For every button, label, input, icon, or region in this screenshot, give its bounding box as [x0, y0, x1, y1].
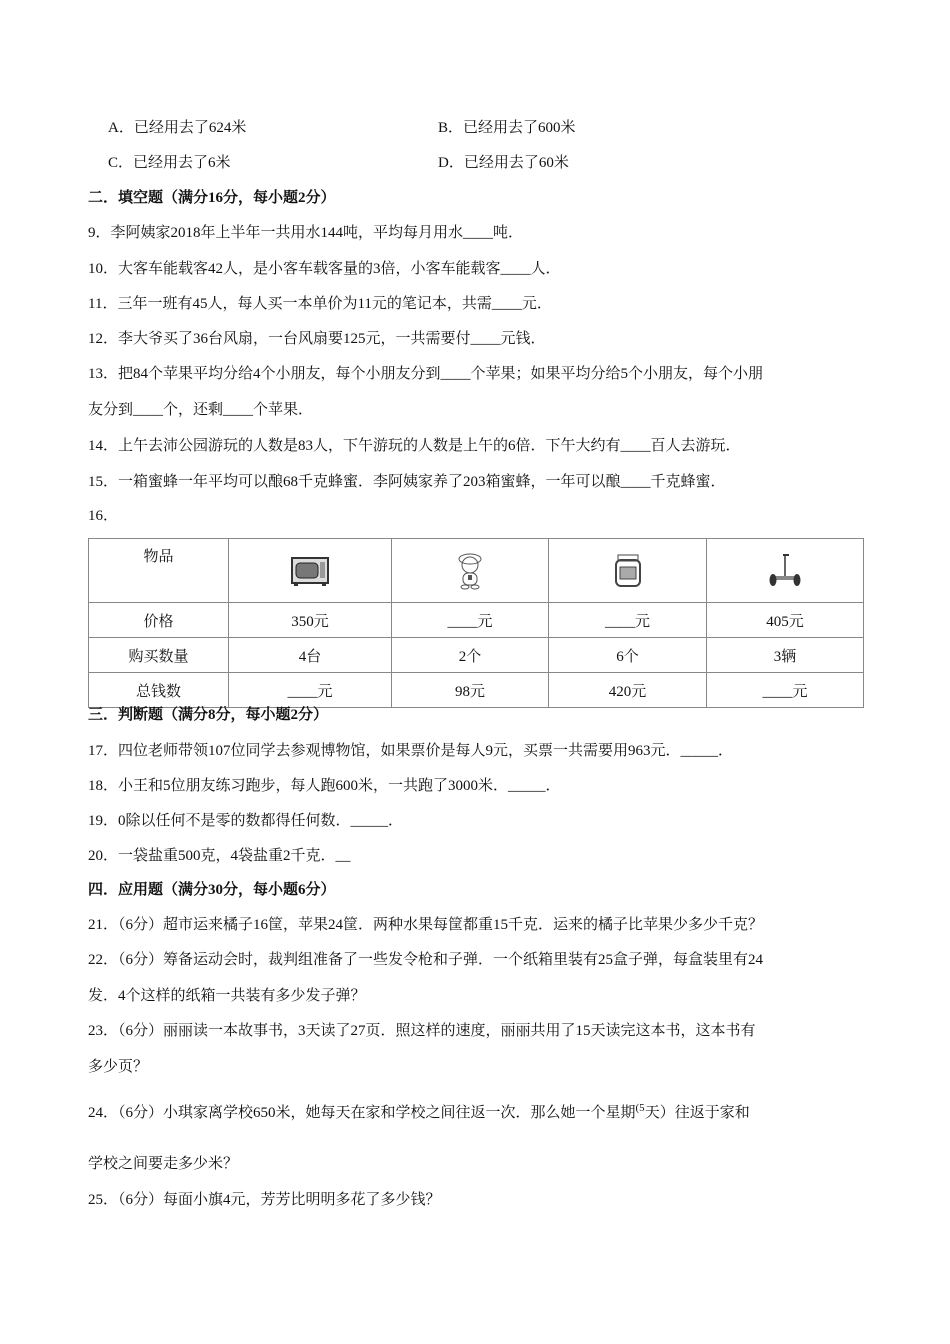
item-image: [392, 539, 549, 603]
price-cell: 405元: [707, 603, 864, 638]
price-cell: ____元: [392, 603, 549, 638]
total-cell: 420元: [549, 673, 707, 708]
microwave-icon: [290, 555, 330, 587]
total-cell: ____元: [707, 673, 864, 708]
item-image: [229, 539, 392, 603]
qty-cell: 2个: [392, 638, 549, 673]
qty-cell: 3辆: [707, 638, 864, 673]
total-cell: ____元: [229, 673, 392, 708]
table-row: [89, 673, 864, 708]
question-24: [88, 1098, 750, 1123]
question-13: 13．把84个苹果平均分给4个小朋友，每个小朋友分到____个苹果；如果平均分给5个小朋友，每个小朋: [88, 366, 764, 382]
row-header: 总钱数: [89, 673, 229, 708]
section-3-title: 三．判断题（满分8分，每小题2分）: [88, 707, 329, 723]
question-24-text-end: 天）往返于家和: [644, 1105, 750, 1121]
question-24-text: 24．（6分）小琪家离学校650米，她每天在家和学校之间往返一次．那么她一个星期: [88, 1105, 636, 1121]
option-a: A．已经用去了624米: [108, 120, 247, 136]
item-image: [707, 539, 864, 603]
section-4-title: 四．应用题（满分30分，每小题6分）: [88, 882, 336, 898]
doll-icon: [455, 551, 485, 591]
row-header: 购买数量: [89, 638, 229, 673]
question-10: 10．大客车能载客42人，是小客车载客量的3倍，小客车能载客____人．: [88, 261, 561, 277]
option-c: C．已经用去了6米: [108, 155, 231, 171]
question-11: 11．三年一班有45人，每人买一本单价为11元的笔记本，共需____元．: [88, 296, 552, 312]
table-row: [89, 638, 864, 673]
price-table: [88, 538, 864, 708]
total-cell: 98元: [392, 673, 549, 708]
question-22-cont: 发．4个这样的纸箱一共装有多少发子弹？: [88, 988, 366, 1004]
question-23-cont: 多少页？: [88, 1059, 149, 1075]
table-row: [89, 539, 864, 603]
question-13-cont: 友分到____个，还剩____个苹果．: [88, 402, 314, 418]
qty-cell: 6个: [549, 638, 707, 673]
question-17: 17．四位老师带领107位同学去参观博物馆，如果票价是每人9元，买票一共需要用963元．_____．: [88, 743, 734, 759]
question-25: 25．（6分）每面小旗4元，芳芳比明明多花了多少钱？: [88, 1192, 441, 1208]
question-20: 20．一袋盐重500克，4袋盐重2千克．__: [88, 848, 351, 864]
row-header: 物品: [89, 539, 229, 603]
question-9: 9．李阿姨家2018年上半年一共用水144吨，平均每月用水____吨．: [88, 225, 524, 241]
question-16: 16．: [88, 508, 119, 524]
row-header: 价格: [89, 603, 229, 638]
option-b: B．已经用去了600米: [438, 120, 576, 136]
option-d: D．已经用去了60米: [438, 155, 569, 171]
balance-scooter-icon: [767, 551, 803, 591]
question-14: 14．上午去沛公园游玩的人数是83人，下午游玩的人数是上午的6倍．下午大约有____百人去游玩．: [88, 438, 741, 454]
question-12: 12．李大爷买了36台风扇，一台风扇要125元，一共需要付____元钱．: [88, 331, 546, 347]
question-23: 23．（6分）丽丽读一本故事书，3天读了27页．照这样的速度，丽丽共用了15天读完这本书，这本书有: [88, 1023, 756, 1039]
question-18: 18．小王和5位朋友练习跑步，每人跑600米，一共跑了3000米．_____．: [88, 778, 561, 794]
question-15: 15．一箱蜜蜂一年平均可以酿68千克蜂蜜．李阿姨家养了203箱蜜蜂，一年可以酿____千克蜂蜜．: [88, 474, 726, 490]
qty-cell: 4台: [229, 638, 392, 673]
price-cell: 350元: [229, 603, 392, 638]
price-cell: ____元: [549, 603, 707, 638]
table-row: [89, 603, 864, 638]
item-image: [549, 539, 707, 603]
question-22: 22．（6分）筹备运动会时，裁判组准备了一些发令枪和子弹．一个纸箱里装有25盒子弹，每盒装里有24: [88, 952, 764, 968]
question-19: 19．0除以任何不是零的数都得任何数．_____．: [88, 813, 404, 829]
backpack-icon: [614, 553, 642, 589]
section-2-title: 二．填空题（满分16分，每小题2分）: [88, 190, 336, 206]
question-24-sup: (5: [635, 1102, 645, 1114]
question-21: 21．（6分）超市运来橘子16筐，苹果24筐．两种水果每筐都重15千克．运来的橘子比苹果少多少千克？: [88, 917, 764, 933]
question-24-cont: 学校之间要走多少米？: [88, 1156, 239, 1172]
